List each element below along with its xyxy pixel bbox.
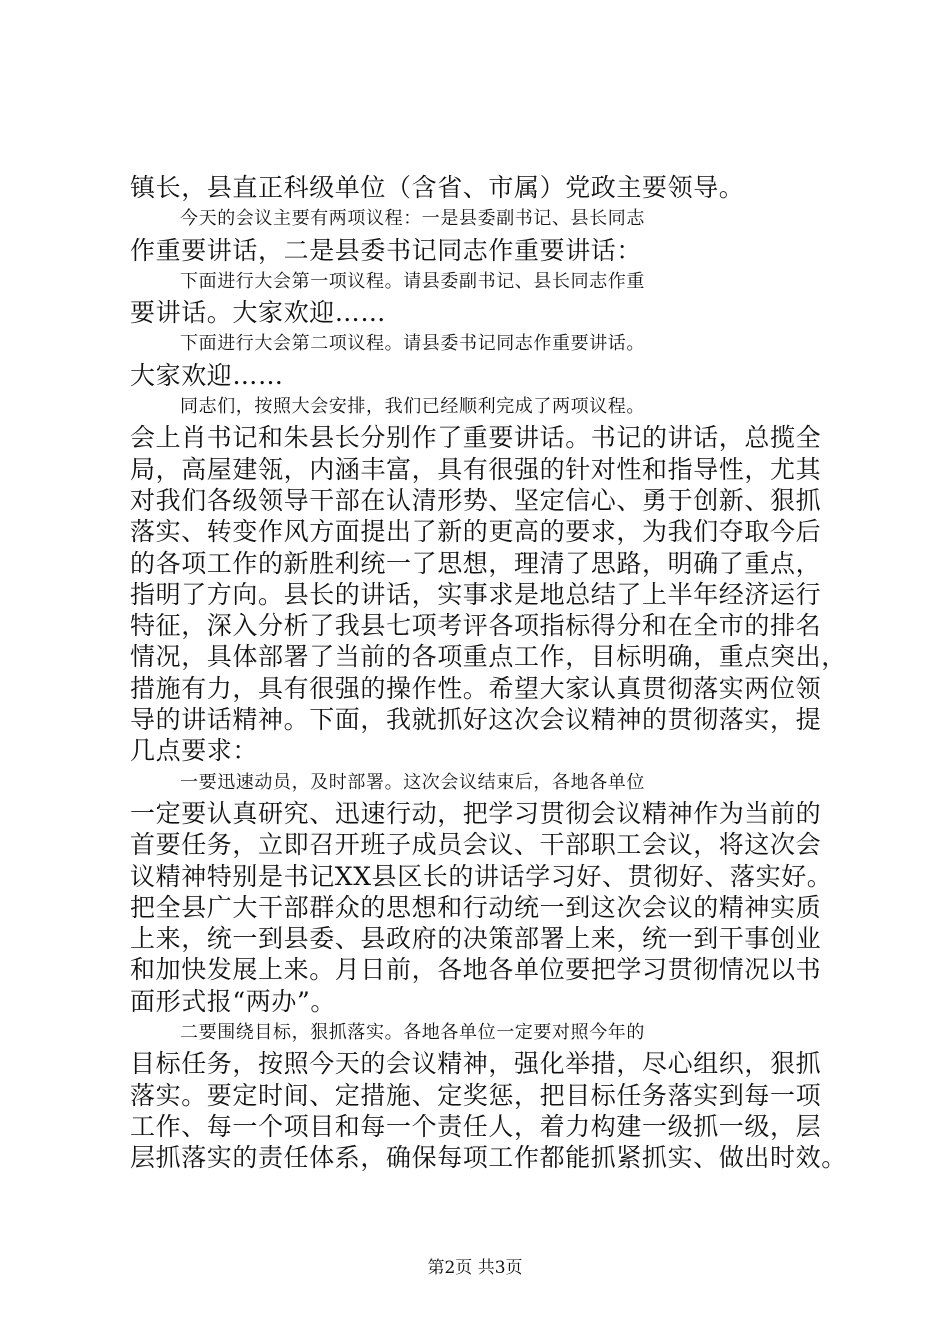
text-line: 对我们各级领导干部在认清形势、坚定信心、勇于创新、狠抓: [130, 485, 822, 515]
text-line: 落实。要定时间、定措施、定奖惩，把目标任务落实到每一项: [130, 1080, 822, 1110]
text-line: 要讲话。大家欢迎……: [130, 298, 387, 328]
text-line: 导的讲话精神。下面，我就抓好这次会议精神的贯彻落实，提: [130, 705, 822, 735]
text-line: 几点要求：: [130, 736, 259, 766]
document-body: [130, 172, 852, 1174]
text-line: 二要围绕目标，狠抓落实。各地各单位一定要对照今年的: [180, 1022, 645, 1044]
text-line: 和加快发展上来。月日前，各地各单位要把学习贯彻情况以书: [130, 955, 822, 985]
text-line: 把全县广大干部群众的思想和行动统一到这次会议的精神实质: [130, 892, 822, 922]
text-line: 议精神特别是书记XX县区长的讲话学习好、贯彻好、落实好。: [130, 861, 833, 891]
text-line: 作重要讲话，二是县委书记同志作重要讲话：: [130, 235, 643, 265]
text-line: 上来，统一到县委、县政府的决策部署上来，统一到干事创业: [130, 924, 822, 954]
text-line: 工作、每一个项目和每一个责任人，着力构建一级抓一级，层: [130, 1111, 822, 1141]
text-line: 措施有力，具有很强的操作性。希望大家认真贯彻落实两位领: [130, 673, 822, 703]
text-line: 大家欢迎……: [130, 360, 284, 390]
text-line: 层抓落实的责任体系，确保每项工作都能抓紧抓实、做出时效。: [130, 1143, 847, 1173]
text-line: 下面进行大会第二项议程。请县委书记同志作重要讲话。: [180, 333, 645, 355]
text-line: 情况，具体部署了当前的各项重点工作，目标明确，重点突出，: [130, 642, 847, 672]
text-line: 同志们，按照大会安排，我们已经顺利完成了两项议程。: [180, 396, 645, 418]
text-line: 镇长，县直正科级单位（含省、市属）党政主要领导。: [130, 173, 745, 202]
text-line: 落实、转变作风方面提出了新的更高的要求，为我们夺取今后: [130, 517, 822, 547]
text-line: 首要任务，立即召开班子成员会议、干部职工会议，将这次会: [130, 830, 822, 860]
text-line: 一要迅速动员，及时部署。这次会议结束后，各地各单位: [180, 771, 645, 793]
text-line: 特征，深入分析了我县七项考评各项指标得分和在全市的排名: [130, 611, 822, 641]
text-line: 的各项工作的新胜利统一了思想，理清了思路，明确了重点，: [130, 548, 822, 578]
text-line: 今天的会议主要有两项议程：一是县委副书记、县长同志: [180, 208, 645, 230]
text-line: 指明了方向。县长的讲话，实事求是地总结了上半年经济运行: [130, 579, 822, 609]
text-line: 面形式报“两办”。: [130, 986, 336, 1016]
text-line: 会上肖书记和朱县长分别作了重要讲话。书记的讲话，总揽全: [130, 423, 822, 453]
text-line: 局，高屋建瓴，内涵丰富，具有很强的针对性和指导性，尤其: [130, 454, 822, 484]
text-line: 下面进行大会第一项议程。请县委副书记、县长同志作重: [180, 270, 645, 292]
page-footer: 第2页 共3页: [427, 1258, 523, 1278]
text-line: 一定要认真研究、迅速行动，把学习贯彻会议精神作为当前的: [130, 798, 822, 828]
text-line: 目标任务，按照今天的会议精神，强化举措，尽心组织，狠抓: [130, 1049, 822, 1079]
